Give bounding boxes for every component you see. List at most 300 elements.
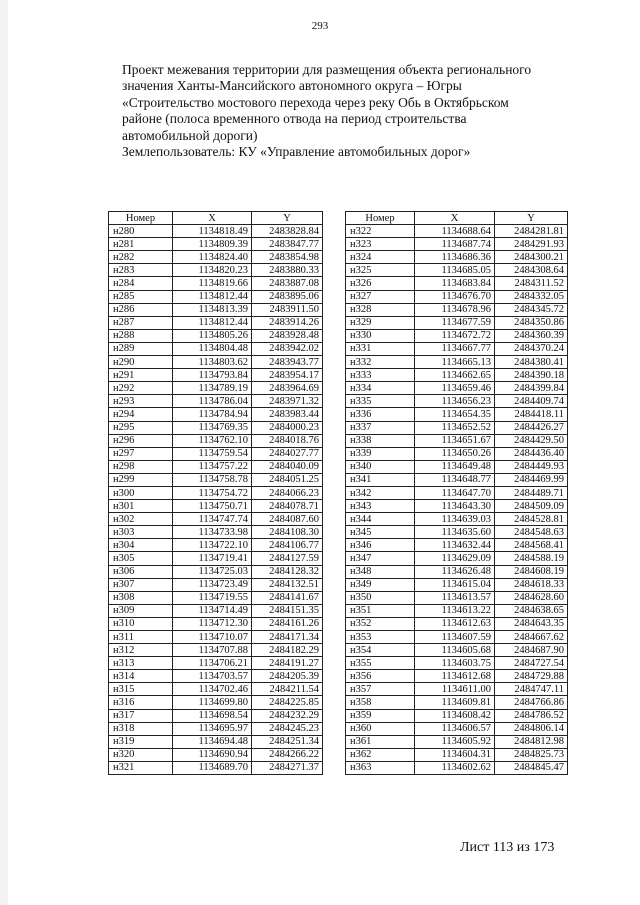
y-coordinate-cell: 2484211.54 <box>252 683 323 696</box>
table-row <box>346 225 568 238</box>
y-coordinate-cell: 2484643.35 <box>495 617 568 630</box>
x-coordinate-cell: 1134805.26 <box>173 329 252 342</box>
table-row <box>346 657 568 670</box>
x-coordinate-cell: 1134605.92 <box>415 735 495 748</box>
point-number-cell: н308 <box>109 591 173 604</box>
table-row <box>346 408 568 421</box>
x-coordinate-cell: 1134712.30 <box>173 617 252 630</box>
y-coordinate-cell: 2484266.22 <box>252 748 323 761</box>
x-coordinate-cell: 1134719.55 <box>173 591 252 604</box>
table-row <box>109 513 323 526</box>
point-number-cell: н329 <box>346 316 415 329</box>
y-coordinate-cell: 2484171.34 <box>252 631 323 644</box>
table-row <box>109 761 323 774</box>
y-coordinate-cell: 2484225.85 <box>252 696 323 709</box>
x-coordinate-cell: 1134757.22 <box>173 460 252 473</box>
x-coordinate-cell: 1134651.67 <box>415 434 495 447</box>
x-coordinate-cell: 1134632.44 <box>415 539 495 552</box>
point-number-cell: н346 <box>346 539 415 552</box>
point-number-cell: н296 <box>109 434 173 447</box>
x-coordinate-cell: 1134605.68 <box>415 644 495 657</box>
y-coordinate-cell: 2484108.30 <box>252 526 323 539</box>
table-row <box>346 539 568 552</box>
y-coordinate-cell: 2483854.98 <box>252 251 323 264</box>
table-row <box>109 316 323 329</box>
table-row <box>109 486 323 499</box>
header-x: X <box>173 212 252 225</box>
point-number-cell: н347 <box>346 552 415 565</box>
x-coordinate-cell: 1134602.62 <box>415 761 495 774</box>
point-number-cell: н312 <box>109 644 173 657</box>
x-coordinate-cell: 1134809.39 <box>173 238 252 251</box>
y-coordinate-cell: 2484825.73 <box>495 748 568 761</box>
point-number-cell: н344 <box>346 513 415 526</box>
y-coordinate-cell: 2484628.60 <box>495 591 568 604</box>
table-row <box>109 277 323 290</box>
y-coordinate-cell: 2484000.23 <box>252 421 323 434</box>
x-coordinate-cell: 1134710.07 <box>173 631 252 644</box>
point-number-cell: н331 <box>346 342 415 355</box>
table-row <box>109 722 323 735</box>
point-number-cell: н306 <box>109 565 173 578</box>
y-coordinate-cell: 2484051.25 <box>252 473 323 486</box>
point-number-cell: н358 <box>346 696 415 709</box>
table-row <box>109 617 323 630</box>
point-number-cell: н313 <box>109 657 173 670</box>
x-coordinate-cell: 1134667.77 <box>415 342 495 355</box>
y-coordinate-cell: 2483983.44 <box>252 408 323 421</box>
table-row <box>346 591 568 604</box>
table-header-row <box>109 212 323 225</box>
point-number-cell: н352 <box>346 617 415 630</box>
point-number-cell: н289 <box>109 342 173 355</box>
table-row <box>109 735 323 748</box>
table-row <box>109 500 323 513</box>
x-coordinate-cell: 1134662.65 <box>415 369 495 382</box>
point-number-cell: н326 <box>346 277 415 290</box>
y-coordinate-cell: 2484727.54 <box>495 657 568 670</box>
table-row <box>346 604 568 617</box>
y-coordinate-cell: 2484078.71 <box>252 500 323 513</box>
point-number-cell: н323 <box>346 238 415 251</box>
table-row <box>109 342 323 355</box>
x-coordinate-cell: 1134762.10 <box>173 434 252 447</box>
x-coordinate-cell: 1134725.03 <box>173 565 252 578</box>
table-row <box>346 251 568 264</box>
y-coordinate-cell: 2484370.24 <box>495 342 568 355</box>
table-row <box>346 447 568 460</box>
y-coordinate-cell: 2484350.86 <box>495 316 568 329</box>
table-row <box>109 434 323 447</box>
point-number-cell: н349 <box>346 578 415 591</box>
table-row <box>346 644 568 657</box>
x-coordinate-cell: 1134786.04 <box>173 395 252 408</box>
y-coordinate-cell: 2484040.09 <box>252 460 323 473</box>
point-number-cell: н360 <box>346 722 415 735</box>
table-row <box>109 709 323 722</box>
table-row <box>346 670 568 683</box>
x-coordinate-cell: 1134754.72 <box>173 486 252 499</box>
table-row <box>109 604 323 617</box>
y-coordinate-cell: 2484747.11 <box>495 683 568 696</box>
x-coordinate-cell: 1134750.71 <box>173 500 252 513</box>
heading-line: районе (полоса временного отвода на период строительства <box>122 111 467 127</box>
y-coordinate-cell: 2484066.23 <box>252 486 323 499</box>
heading-line: Проект межевания территории для размещения объекта регионального <box>122 62 532 77</box>
x-coordinate-cell: 1134611.00 <box>415 683 495 696</box>
x-coordinate-cell: 1134647.70 <box>415 486 495 499</box>
table-row <box>109 251 323 264</box>
table-row <box>109 264 323 277</box>
x-coordinate-cell: 1134626.48 <box>415 565 495 578</box>
point-number-cell: н310 <box>109 617 173 630</box>
y-coordinate-cell: 2484271.37 <box>252 761 323 774</box>
y-coordinate-cell: 2484786.52 <box>495 709 568 722</box>
table-row <box>109 421 323 434</box>
y-coordinate-cell: 2484548.63 <box>495 526 568 539</box>
table-row <box>346 356 568 369</box>
x-coordinate-cell: 1134676.70 <box>415 290 495 303</box>
point-number-cell: н324 <box>346 251 415 264</box>
point-number-cell: н303 <box>109 526 173 539</box>
x-coordinate-cell: 1134694.48 <box>173 735 252 748</box>
y-coordinate-cell: 2484588.19 <box>495 552 568 565</box>
x-coordinate-cell: 1134733.98 <box>173 526 252 539</box>
point-number-cell: н298 <box>109 460 173 473</box>
point-number-cell: н345 <box>346 526 415 539</box>
y-coordinate-cell: 2484127.59 <box>252 552 323 565</box>
x-coordinate-cell: 1134672.72 <box>415 329 495 342</box>
x-coordinate-cell: 1134688.64 <box>415 225 495 238</box>
x-coordinate-cell: 1134613.22 <box>415 604 495 617</box>
x-coordinate-cell: 1134793.84 <box>173 369 252 382</box>
point-number-cell: н301 <box>109 500 173 513</box>
y-coordinate-cell: 2484806.14 <box>495 722 568 735</box>
y-coordinate-cell: 2484812.98 <box>495 735 568 748</box>
table-row <box>346 369 568 382</box>
point-number-cell: н285 <box>109 290 173 303</box>
table-row <box>346 342 568 355</box>
y-coordinate-cell: 2484449.93 <box>495 460 568 473</box>
y-coordinate-cell: 2484151.35 <box>252 604 323 617</box>
table-row <box>109 447 323 460</box>
table-row <box>109 473 323 486</box>
x-coordinate-cell: 1134678.96 <box>415 303 495 316</box>
x-coordinate-cell: 1134769.35 <box>173 421 252 434</box>
table-row <box>346 277 568 290</box>
land-user-line: Землепользователь: КУ «Управление автомобильных дорог» <box>122 144 471 160</box>
y-coordinate-cell: 2483887.08 <box>252 277 323 290</box>
point-number-cell: н342 <box>346 486 415 499</box>
point-number-cell: н299 <box>109 473 173 486</box>
x-coordinate-cell: 1134702.46 <box>173 683 252 696</box>
y-coordinate-cell: 2484687.90 <box>495 644 568 657</box>
point-number-cell: н290 <box>109 356 173 369</box>
table-row <box>346 434 568 447</box>
point-number-cell: н354 <box>346 644 415 657</box>
table-row <box>346 500 568 513</box>
point-number-cell: н334 <box>346 382 415 395</box>
x-coordinate-cell: 1134649.48 <box>415 460 495 473</box>
x-coordinate-cell: 1134824.40 <box>173 251 252 264</box>
x-coordinate-cell: 1134714.49 <box>173 604 252 617</box>
y-coordinate-cell: 2483847.77 <box>252 238 323 251</box>
point-number-cell: н292 <box>109 382 173 395</box>
point-number-cell: н295 <box>109 421 173 434</box>
point-number-cell: н353 <box>346 631 415 644</box>
point-number-cell: н283 <box>109 264 173 277</box>
table-row <box>109 460 323 473</box>
point-number-cell: н300 <box>109 486 173 499</box>
y-coordinate-cell: 2484205.39 <box>252 670 323 683</box>
y-coordinate-cell: 2484489.71 <box>495 486 568 499</box>
table-row <box>346 748 568 761</box>
x-coordinate-cell: 1134659.46 <box>415 382 495 395</box>
point-number-cell: н337 <box>346 421 415 434</box>
table-row <box>346 526 568 539</box>
x-coordinate-cell: 1134819.66 <box>173 277 252 290</box>
y-coordinate-cell: 2484245.23 <box>252 722 323 735</box>
sheet-counter: Лист 113 из 173 <box>460 840 555 855</box>
x-coordinate-cell: 1134698.54 <box>173 709 252 722</box>
y-coordinate-cell: 2484345.72 <box>495 303 568 316</box>
x-coordinate-cell: 1134683.84 <box>415 277 495 290</box>
point-number-cell: н340 <box>346 460 415 473</box>
x-coordinate-cell: 1134650.26 <box>415 447 495 460</box>
x-coordinate-cell: 1134747.74 <box>173 513 252 526</box>
point-number-cell: н325 <box>346 264 415 277</box>
x-coordinate-cell: 1134656.23 <box>415 395 495 408</box>
table-row <box>346 513 568 526</box>
point-number-cell: н350 <box>346 591 415 604</box>
y-coordinate-cell: 2484251.34 <box>252 735 323 748</box>
y-coordinate-cell: 2484182.29 <box>252 644 323 657</box>
x-coordinate-cell: 1134818.49 <box>173 225 252 238</box>
table-row <box>346 473 568 486</box>
x-coordinate-cell: 1134608.42 <box>415 709 495 722</box>
y-coordinate-cell: 2483942.02 <box>252 342 323 355</box>
y-coordinate-cell: 2484106.77 <box>252 539 323 552</box>
point-number-cell: н361 <box>346 735 415 748</box>
x-coordinate-cell: 1134722.10 <box>173 539 252 552</box>
y-coordinate-cell: 2484729.88 <box>495 670 568 683</box>
x-coordinate-cell: 1134703.57 <box>173 670 252 683</box>
x-coordinate-cell: 1134706.21 <box>173 657 252 670</box>
table-row <box>346 421 568 434</box>
point-number-cell: н320 <box>109 748 173 761</box>
point-number-cell: н307 <box>109 578 173 591</box>
y-coordinate-cell: 2483971.32 <box>252 395 323 408</box>
point-number-cell: н281 <box>109 238 173 251</box>
point-number-cell: н322 <box>346 225 415 238</box>
x-coordinate-cell: 1134707.88 <box>173 644 252 657</box>
table-row <box>109 657 323 670</box>
point-number-cell: н339 <box>346 447 415 460</box>
point-number-cell: н341 <box>346 473 415 486</box>
table-row <box>109 696 323 709</box>
point-number-cell: н338 <box>346 434 415 447</box>
point-number-cell: н311 <box>109 631 173 644</box>
point-number-cell: н348 <box>346 565 415 578</box>
x-coordinate-cell: 1134723.49 <box>173 578 252 591</box>
table-row <box>346 238 568 251</box>
point-number-cell: н286 <box>109 303 173 316</box>
y-coordinate-cell: 2484638.65 <box>495 604 568 617</box>
point-number-cell: н287 <box>109 316 173 329</box>
table-row <box>109 369 323 382</box>
y-coordinate-cell: 2484281.81 <box>495 225 568 238</box>
table-row <box>346 709 568 722</box>
x-coordinate-cell: 1134812.44 <box>173 316 252 329</box>
table-row <box>109 329 323 342</box>
x-coordinate-cell: 1134820.23 <box>173 264 252 277</box>
y-coordinate-cell: 2483964.69 <box>252 382 323 395</box>
y-coordinate-cell: 2483954.17 <box>252 369 323 382</box>
table-row <box>109 290 323 303</box>
x-coordinate-cell: 1134685.05 <box>415 264 495 277</box>
point-number-cell: н328 <box>346 303 415 316</box>
y-coordinate-cell: 2484409.74 <box>495 395 568 408</box>
page-number: 293 <box>311 20 329 32</box>
header-x: X <box>415 212 495 225</box>
x-coordinate-cell: 1134665.13 <box>415 356 495 369</box>
x-coordinate-cell: 1134654.35 <box>415 408 495 421</box>
table-row <box>109 238 323 251</box>
y-coordinate-cell: 2484436.40 <box>495 447 568 460</box>
point-number-cell: н321 <box>109 761 173 774</box>
table-row <box>109 591 323 604</box>
point-number-cell: н291 <box>109 369 173 382</box>
point-number-cell: н359 <box>346 709 415 722</box>
table-row <box>346 761 568 774</box>
x-coordinate-cell: 1134652.52 <box>415 421 495 434</box>
x-coordinate-cell: 1134719.41 <box>173 552 252 565</box>
x-coordinate-cell: 1134687.74 <box>415 238 495 251</box>
table-row <box>109 526 323 539</box>
point-number-cell: н280 <box>109 225 173 238</box>
x-coordinate-cell: 1134615.04 <box>415 578 495 591</box>
point-number-cell: н294 <box>109 408 173 421</box>
point-number-cell: н351 <box>346 604 415 617</box>
x-coordinate-cell: 1134689.70 <box>173 761 252 774</box>
point-number-cell: н362 <box>346 748 415 761</box>
point-number-cell: н356 <box>346 670 415 683</box>
point-number-cell: н316 <box>109 696 173 709</box>
x-coordinate-cell: 1134648.77 <box>415 473 495 486</box>
y-coordinate-cell: 2483914.26 <box>252 316 323 329</box>
table-row <box>109 670 323 683</box>
x-coordinate-cell: 1134606.57 <box>415 722 495 735</box>
table-row <box>109 552 323 565</box>
x-coordinate-cell: 1134607.59 <box>415 631 495 644</box>
x-coordinate-cell: 1134784.94 <box>173 408 252 421</box>
table-row <box>109 683 323 696</box>
y-coordinate-cell: 2484308.64 <box>495 264 568 277</box>
x-coordinate-cell: 1134613.57 <box>415 591 495 604</box>
table-row <box>346 617 568 630</box>
point-number-cell: н315 <box>109 683 173 696</box>
coordinates-table-left <box>108 211 323 775</box>
point-number-cell: н363 <box>346 761 415 774</box>
x-coordinate-cell: 1134677.59 <box>415 316 495 329</box>
x-coordinate-cell: 1134643.30 <box>415 500 495 513</box>
table-row <box>346 722 568 735</box>
y-coordinate-cell: 2484618.33 <box>495 578 568 591</box>
point-number-cell: н284 <box>109 277 173 290</box>
x-coordinate-cell: 1134612.68 <box>415 670 495 683</box>
table-row <box>346 631 568 644</box>
table-row <box>346 735 568 748</box>
y-coordinate-cell: 2484128.32 <box>252 565 323 578</box>
y-coordinate-cell: 2483828.84 <box>252 225 323 238</box>
y-coordinate-cell: 2484608.19 <box>495 565 568 578</box>
header-y: Y <box>495 212 568 225</box>
y-coordinate-cell: 2484418.11 <box>495 408 568 421</box>
y-coordinate-cell: 2484429.50 <box>495 434 568 447</box>
y-coordinate-cell: 2484845.47 <box>495 761 568 774</box>
coordinates-table-right <box>345 211 568 775</box>
table-row <box>346 552 568 565</box>
y-coordinate-cell: 2484300.21 <box>495 251 568 264</box>
point-number-cell: н335 <box>346 395 415 408</box>
y-coordinate-cell: 2484399.84 <box>495 382 568 395</box>
point-number-cell: н327 <box>346 290 415 303</box>
x-coordinate-cell: 1134803.62 <box>173 356 252 369</box>
x-coordinate-cell: 1134804.48 <box>173 342 252 355</box>
y-coordinate-cell: 2484291.93 <box>495 238 568 251</box>
y-coordinate-cell: 2484766.86 <box>495 696 568 709</box>
y-coordinate-cell: 2484380.41 <box>495 356 568 369</box>
y-coordinate-cell: 2484568.41 <box>495 539 568 552</box>
y-coordinate-cell: 2483943.77 <box>252 356 323 369</box>
table-row <box>109 303 323 316</box>
y-coordinate-cell: 2484667.62 <box>495 631 568 644</box>
table-row <box>346 460 568 473</box>
point-number-cell: н332 <box>346 356 415 369</box>
y-coordinate-cell: 2484332.05 <box>495 290 568 303</box>
table-row <box>109 382 323 395</box>
table-row <box>109 644 323 657</box>
point-number-cell: н304 <box>109 539 173 552</box>
point-number-cell: н317 <box>109 709 173 722</box>
y-coordinate-cell: 2483880.33 <box>252 264 323 277</box>
y-coordinate-cell: 2484469.99 <box>495 473 568 486</box>
x-coordinate-cell: 1134609.81 <box>415 696 495 709</box>
table-row <box>346 316 568 329</box>
heading-line: значения Ханты-Мансийского автономного округа – Югры <box>122 78 462 94</box>
x-coordinate-cell: 1134629.09 <box>415 552 495 565</box>
point-number-cell: н333 <box>346 369 415 382</box>
y-coordinate-cell: 2484018.76 <box>252 434 323 447</box>
y-coordinate-cell: 2483928.48 <box>252 329 323 342</box>
x-coordinate-cell: 1134759.54 <box>173 447 252 460</box>
header-number: Номер <box>346 212 415 225</box>
x-coordinate-cell: 1134812.44 <box>173 290 252 303</box>
table-row <box>346 395 568 408</box>
document-heading <box>122 62 592 160</box>
x-coordinate-cell: 1134758.78 <box>173 473 252 486</box>
x-coordinate-cell: 1134639.03 <box>415 513 495 526</box>
table-row <box>346 696 568 709</box>
x-coordinate-cell: 1134686.36 <box>415 251 495 264</box>
point-number-cell: н357 <box>346 683 415 696</box>
point-number-cell: н318 <box>109 722 173 735</box>
y-coordinate-cell: 2484509.09 <box>495 500 568 513</box>
point-number-cell: н288 <box>109 329 173 342</box>
table-row <box>346 290 568 303</box>
table-row <box>109 356 323 369</box>
x-coordinate-cell: 1134635.60 <box>415 526 495 539</box>
